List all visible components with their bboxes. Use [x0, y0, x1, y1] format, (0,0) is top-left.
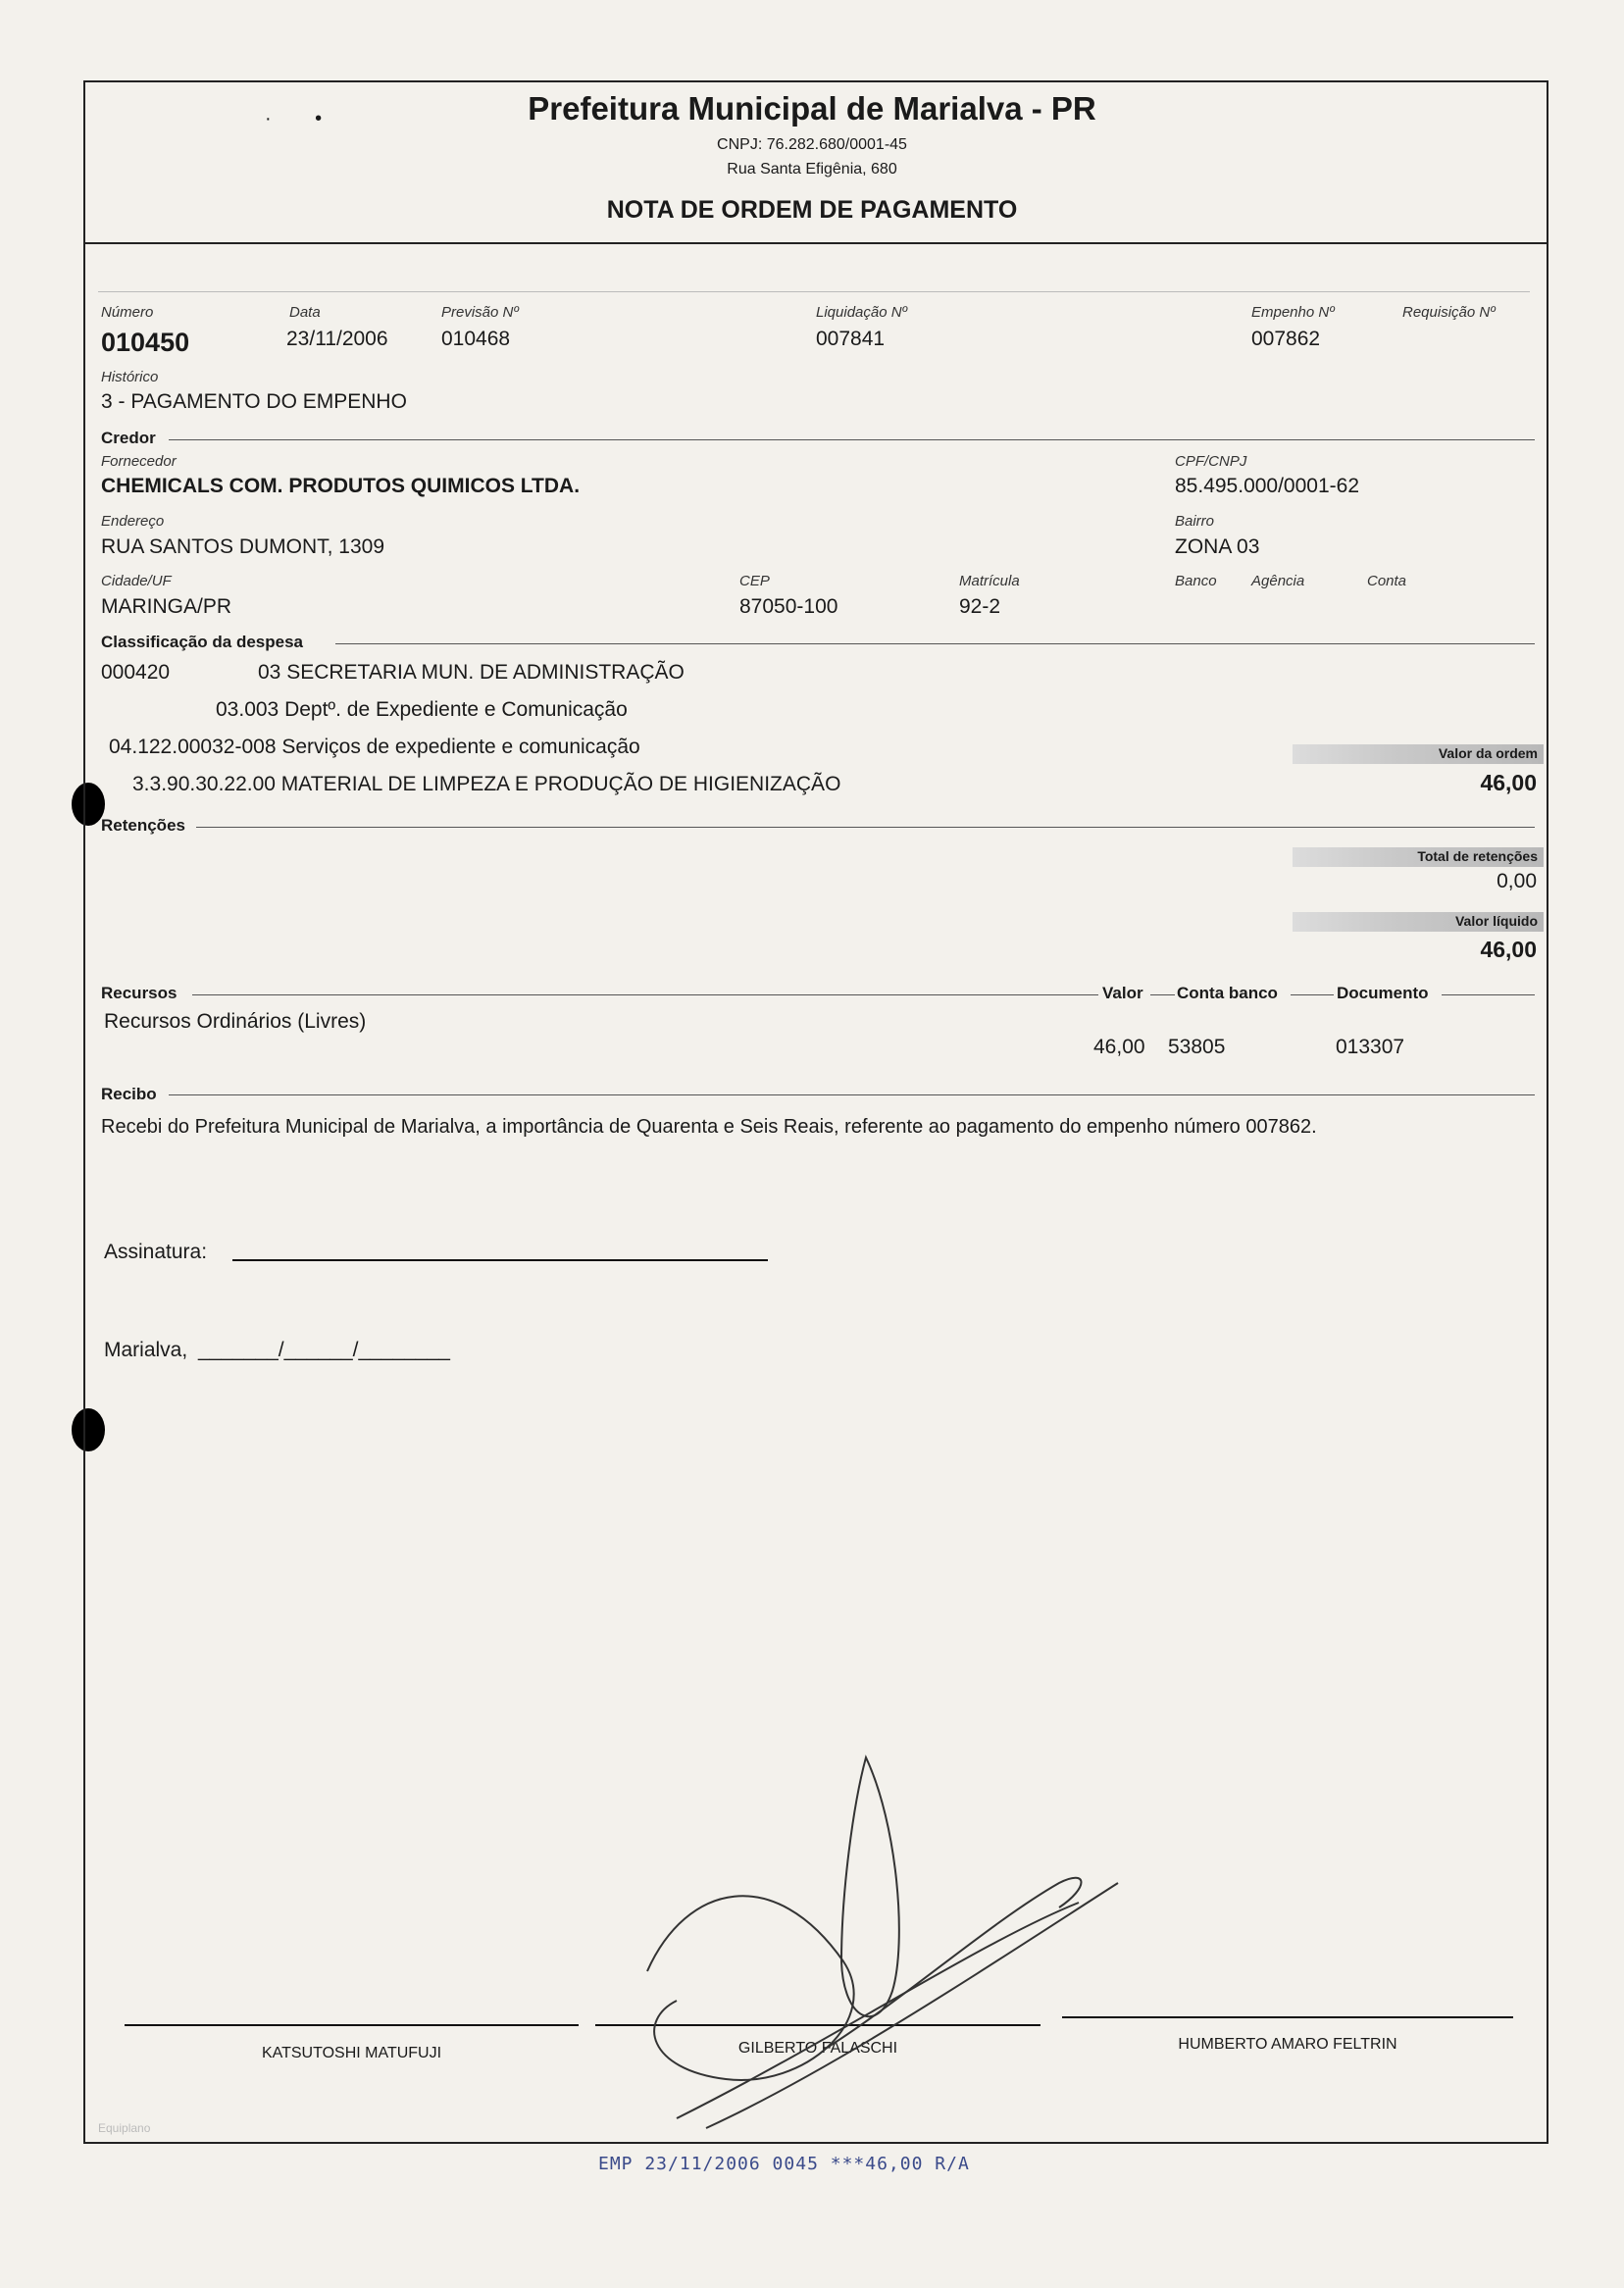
endereco-value: RUA SANTOS DUMONT, 1309 [101, 535, 385, 558]
signature-line-1 [125, 2024, 579, 2026]
recursos-rule-1 [192, 994, 1098, 995]
cpf-value: 85.495.000/0001-62 [1175, 475, 1360, 497]
signature-line-2 [595, 2024, 1040, 2026]
recibo-section: Recibo [101, 1085, 157, 1103]
cnpj-line: CNPJ: 76.282.680/0001-45 [717, 136, 907, 153]
total-retencoes-value: 0,00 [1497, 870, 1537, 892]
recursos-valor: 46,00 [1093, 1036, 1145, 1058]
recibo-text: Recebi do Prefeitura Municipal de Marialva, a importância de Quarenta e Seis Reais, referente ao pagamento do empenho número 007862. [101, 1116, 1317, 1138]
classificacao-section: Classificação da despesa [101, 633, 304, 651]
signature-line-3 [1062, 2016, 1513, 2018]
recursos-rule-3 [1291, 994, 1334, 995]
classificacao-line-1: 03 SECRETARIA MUN. DE ADMINISTRAÇÃO [258, 661, 685, 684]
numero-value: 010450 [101, 328, 190, 357]
retencoes-section: Retenções [101, 816, 185, 835]
retencoes-rule [196, 827, 1535, 828]
classificacao-line-3: 04.122.00032-008 Serviços de expediente e comunicação [109, 736, 640, 758]
empenho-value: 007862 [1251, 328, 1321, 350]
liquidacao-label: Liquidação Nº [816, 304, 908, 321]
previsao-value: 010468 [441, 328, 511, 350]
liquidacao-value: 007841 [816, 328, 886, 350]
numero-label: Número [101, 304, 154, 321]
assinatura-label: Assinatura: [104, 1241, 208, 1263]
fornecedor-value: CHEMICALS COM. PRODUTOS QUIMICOS LTDA. [101, 475, 581, 497]
total-retencoes-bar [1293, 847, 1544, 867]
cpf-label: CPF/CNPJ [1175, 453, 1247, 470]
total-retencoes-label: Total de retenções [1417, 848, 1538, 864]
recursos-rule-4 [1442, 994, 1535, 995]
recursos-documento: 013307 [1336, 1036, 1405, 1058]
header-dots: · • [265, 108, 323, 129]
banco-label: Banco [1175, 573, 1217, 589]
cidade-label: Cidade/UF [101, 573, 172, 589]
historico-value: 3 - PAGAMENTO DO EMPENHO [101, 390, 407, 413]
credor-rule [169, 439, 1535, 440]
classificacao-code: 000420 [101, 661, 171, 684]
recursos-conta: 53805 [1168, 1036, 1226, 1058]
signatory-2: GILBERTO FALASCHI [737, 2040, 898, 2057]
valor-ordem-bar [1293, 744, 1544, 764]
fornecedor-label: Fornecedor [101, 453, 177, 470]
assinatura-line [232, 1259, 768, 1261]
document-title: NOTA DE ORDEM DE PAGAMENTO [606, 196, 1018, 224]
valor-liquido-bar [1293, 912, 1544, 932]
data-value: 23/11/2006 [286, 328, 388, 350]
cidade-value: MARINGA/PR [101, 595, 232, 618]
address-line: Rua Santa Efigênia, 680 [727, 161, 897, 178]
valor-ordem-value: 46,00 [1480, 770, 1537, 795]
requisicao-label: Requisição Nº [1402, 304, 1496, 321]
date-blanks: _______/______/________ [198, 1339, 450, 1361]
recibo-rule [169, 1094, 1535, 1095]
meta-top-rule [98, 291, 1530, 292]
classificacao-line-2: 03.003 Deptº. de Expediente e Comunicação [216, 698, 628, 721]
valor-liquido-label: Valor líquido [1454, 913, 1538, 929]
recursos-documento-label: Documento [1337, 984, 1429, 1002]
recursos-valor-label: Valor [1102, 984, 1143, 1002]
header-divider [83, 242, 1547, 244]
agencia-label: Agência [1251, 573, 1305, 589]
footer-stamp: EMP 23/11/2006 0045 ***46,00 R/A [598, 2154, 970, 2174]
page-title: Prefeitura Municipal de Marialva - PR [528, 90, 1096, 127]
classificacao-line-4: 3.3.90.30.22.00 MATERIAL DE LIMPEZA E PRODUÇÃO DE HIGIENIZAÇÃO [132, 773, 841, 795]
recursos-descricao: Recursos Ordinários (Livres) [104, 1010, 367, 1033]
signatory-1: KATSUTOSHI MATUFUJI [261, 2045, 442, 2061]
bairro-label: Bairro [1175, 513, 1215, 530]
matricula-label: Matrícula [959, 573, 1020, 589]
classificacao-rule [335, 643, 1535, 644]
signatory-3: HUMBERTO AMARO FELTRIN [1178, 2036, 1397, 2053]
cep-value: 87050-100 [739, 595, 838, 618]
footer-small: Equiplano [98, 2121, 151, 2135]
valor-liquido-value: 46,00 [1480, 937, 1537, 962]
endereco-label: Endereço [101, 513, 165, 530]
credor-section: Credor [101, 429, 156, 447]
recursos-section: Recursos [101, 984, 178, 1002]
previsao-label: Previsão Nº [441, 304, 519, 321]
recursos-conta-label: Conta banco [1177, 984, 1278, 1002]
recursos-rule-2 [1150, 994, 1175, 995]
matricula-value: 92-2 [959, 595, 1001, 618]
data-label: Data [289, 304, 321, 321]
historico-label: Histórico [101, 369, 159, 385]
local-label: Marialva, [104, 1339, 188, 1361]
empenho-label: Empenho Nº [1251, 304, 1335, 321]
conta-label: Conta [1367, 573, 1407, 589]
bairro-value: ZONA 03 [1175, 535, 1260, 558]
valor-ordem-label: Valor da ordem [1438, 745, 1538, 761]
cep-label: CEP [739, 573, 770, 589]
